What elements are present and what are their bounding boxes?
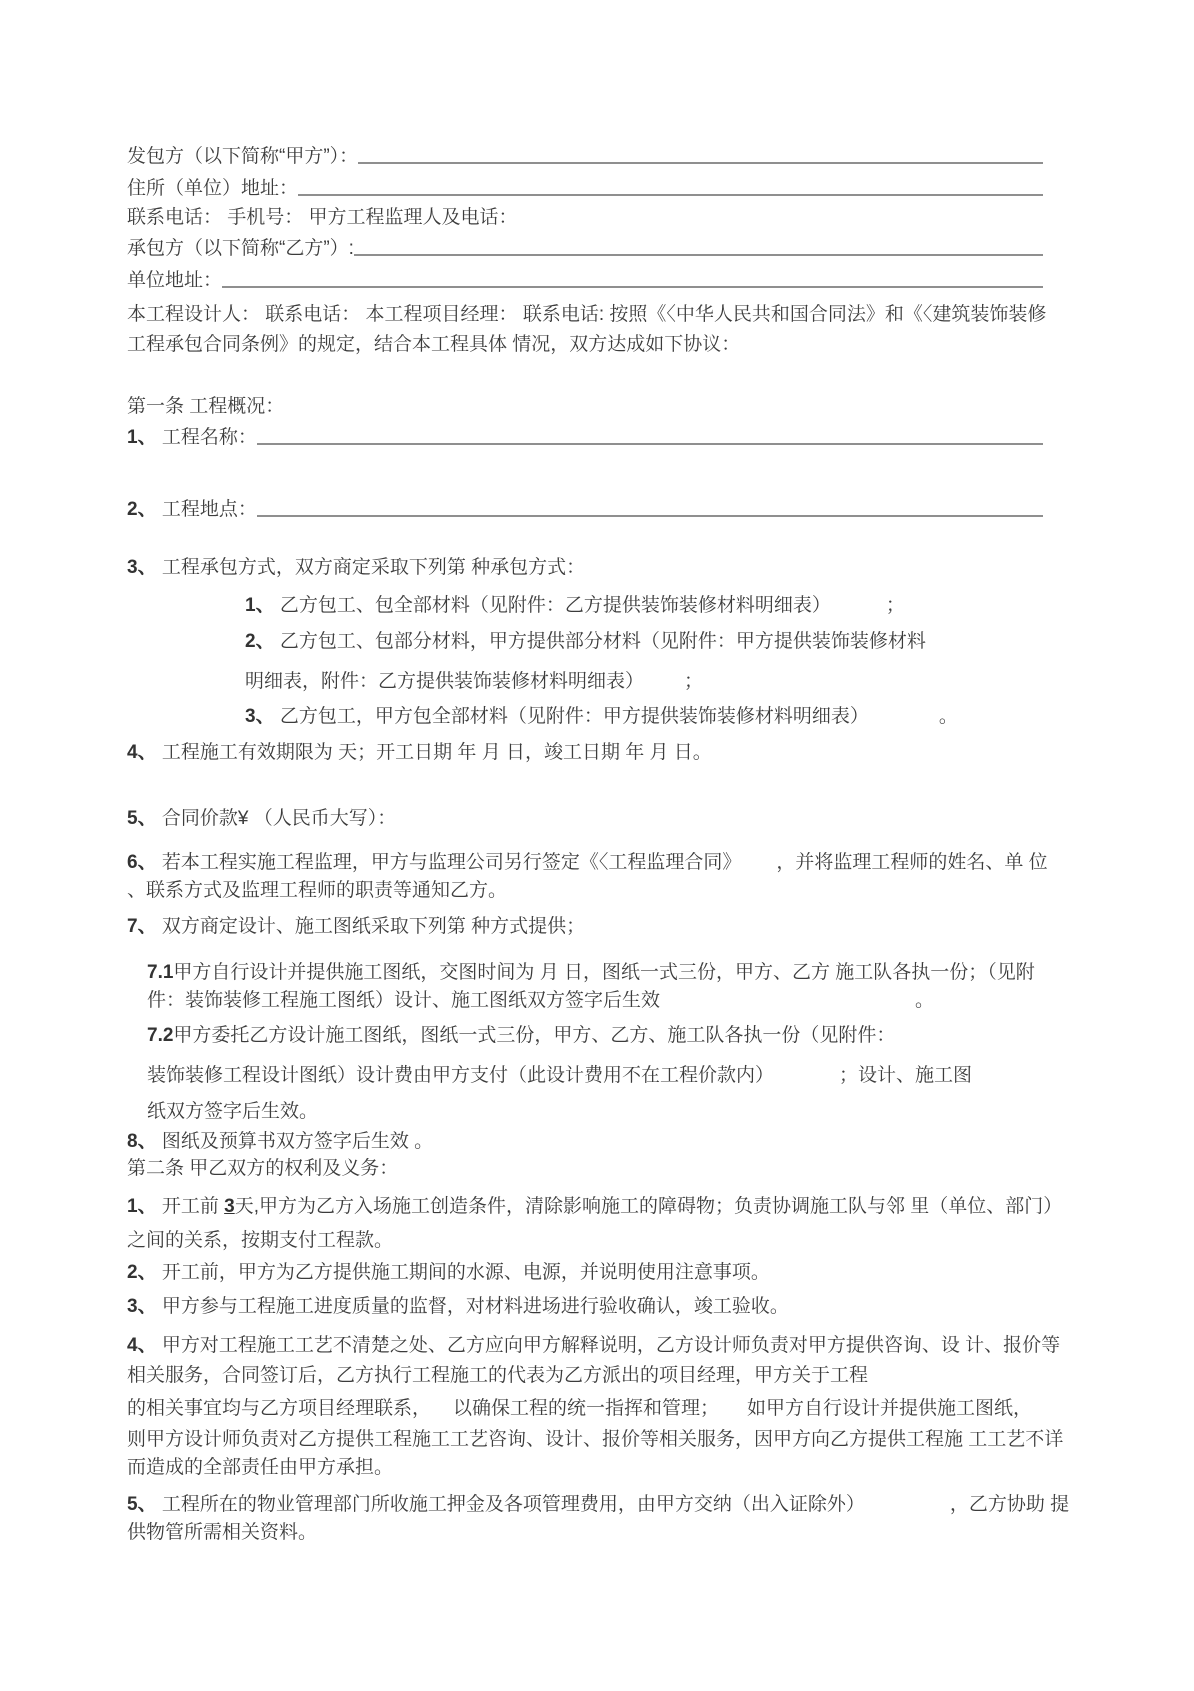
contract-body xyxy=(127,0,1089,1544)
text-segment: 件：装饰装修工程施工图纸）设计、施工图纸双方签字后生效 xyxy=(147,990,661,1011)
contract-line xyxy=(127,1262,1089,1284)
text-segment: 甲方委托乙方设计施工图纸，图纸一式三份，甲方、乙方、施工队各执一份（见附件： xyxy=(173,1025,896,1046)
text-segment: 装饰装修工程设计图纸）设计费由甲方支付（此设计费用不在工程价款内） xyxy=(147,1065,775,1086)
text-segment: 第一条 工程概况： xyxy=(127,396,285,417)
text-segment: ；设计、施工图 xyxy=(839,1065,973,1086)
contract-line xyxy=(127,808,1089,830)
text-segment: 乙方包工，甲方包全部材料（见附件：甲方提供装饰装修材料明细表） xyxy=(274,706,869,727)
text-segment: 5、 xyxy=(127,1494,157,1515)
contract-line xyxy=(127,706,1089,728)
contract-line xyxy=(127,146,1089,168)
text-segment: 4、 xyxy=(127,1335,157,1356)
blank-space xyxy=(774,1086,839,1087)
text-segment: 乙方包工、包全部材料（见附件：乙方提供装饰装修材料明细表） xyxy=(274,595,831,616)
blank-space xyxy=(865,1515,950,1516)
text-segment: 7.1 xyxy=(147,962,174,983)
contract-line xyxy=(127,1398,1089,1420)
text-segment: 乙方包工、包部分材料，甲方提供部分材料（见附件：甲方提供装饰装修材料 xyxy=(274,631,926,652)
text-segment: 工程地点： xyxy=(156,499,257,520)
text-segment: 。 xyxy=(915,990,935,1011)
text-segment: 双方商定设计、施工图纸采取下列第 种方式提供； xyxy=(156,916,586,937)
text-segment: 1、 xyxy=(127,1196,157,1217)
text-segment: 如甲方自行设计并提供施工图纸， xyxy=(747,1398,1033,1419)
text-segment: 开工前 xyxy=(156,1196,225,1217)
contract-line xyxy=(127,1296,1089,1318)
text-segment: 而造成的全部责任由甲方承担。 xyxy=(127,1457,394,1478)
text-segment: 3、 xyxy=(245,706,275,727)
contract-line xyxy=(127,1335,1089,1357)
contract-line xyxy=(127,207,1089,229)
text-segment: 工程所在的物业管理部门所收施工押金及各项管理费用，由甲方交纳（出入证除外） xyxy=(156,1494,865,1515)
text-segment: 3、 xyxy=(127,557,157,578)
text-segment: 3、 xyxy=(127,1296,157,1317)
contract-line xyxy=(127,1025,1089,1047)
blank-space xyxy=(831,616,886,617)
text-segment: 明细表，附件：乙方提供装饰装修材料明细表） xyxy=(245,671,645,692)
text-segment: 本工程设计人： 联系电话： 本工程项目经理： 联系电话: 按照《〈中华人民共和国合同法》和《〈建筑装饰装修 xyxy=(127,304,1047,325)
blank-space xyxy=(644,692,684,693)
blank-space xyxy=(431,1419,453,1420)
contract-line xyxy=(127,1101,1089,1123)
text-segment: 工程施工有效期限为 天；开工日期 年 月 日，竣工日期 年 月 日。 xyxy=(156,742,712,763)
contract-line xyxy=(127,852,1089,874)
blank-space xyxy=(660,1011,915,1012)
contract-line xyxy=(127,557,1089,579)
contract-line xyxy=(127,916,1089,938)
contract-line xyxy=(127,1365,1089,1387)
text-segment: ； xyxy=(684,671,704,692)
text-segment: 、联系方式及监理工程师的职责等通知乙方。 xyxy=(127,880,508,901)
contract-line xyxy=(127,499,1089,521)
text-segment: 工程承包合同条例》的规定，结合本工程具体 情况，双方达成如下协议： xyxy=(127,334,741,355)
contract-line xyxy=(127,270,1089,292)
text-segment: 甲方自行设计并提供施工图纸，交图时间为 月 日，图纸一式三份，甲方、乙方 施工队各执一份；（见附 xyxy=(173,962,1035,983)
text-segment: 若本工程实施工程监理，甲方与监理公司另行签定《〈工程监理合同》 xyxy=(156,852,742,873)
text-segment: 7.2 xyxy=(147,1025,174,1046)
text-segment: 工程承包方式，双方商定采取下列第 种承包方式： xyxy=(156,557,586,578)
contract-line xyxy=(127,1131,1089,1153)
contract-line xyxy=(127,1457,1089,1479)
blank-space xyxy=(719,1419,747,1420)
contract-line xyxy=(127,334,1089,356)
blank-underline xyxy=(257,441,1043,445)
blank-underline xyxy=(298,192,1043,196)
text-segment: 甲方参与工程施工进度质量的监督，对材料进场进行验收确认，竣工验收。 xyxy=(156,1296,789,1317)
contract-line xyxy=(127,1429,1089,1451)
text-segment: 2、 xyxy=(127,499,157,520)
text-segment: 工程名称： xyxy=(156,427,257,448)
text-segment: 天,甲方为乙方入场施工创造条件，清除影响施工的障碍物；负责协调施工队与邻 里（单位、部门） xyxy=(234,1196,1063,1217)
contract-line xyxy=(127,671,1089,693)
contract-line xyxy=(127,880,1089,902)
text-segment: 5、 xyxy=(127,808,157,829)
text-segment: 则甲方设计师负责对乙方提供工程施工工艺咨询、设计、报价等相关服务，因甲方向乙方提供工程施 工工艺不详 xyxy=(127,1429,1064,1450)
text-segment: 2、 xyxy=(245,631,275,652)
text-segment: 发包方（以下简称“甲方”）： xyxy=(127,146,359,167)
text-segment: 之间的关系，按期支付工程款。 xyxy=(127,1230,394,1251)
text-segment: 1、 xyxy=(245,595,275,616)
blank-space xyxy=(869,727,939,728)
text-segment: 单位地址： xyxy=(127,270,223,291)
contract-line xyxy=(127,304,1089,326)
contract-line xyxy=(127,1065,1089,1087)
text-segment: ，并将监理工程师的姓名、单 位 xyxy=(776,852,1048,873)
blank-underline xyxy=(354,252,1043,256)
text-segment: ； xyxy=(885,595,905,616)
text-segment: 以确保工程的统一指挥和管理； xyxy=(453,1398,720,1419)
contract-line xyxy=(127,1158,1089,1180)
blank-underline xyxy=(358,160,1043,164)
text-segment: 纸双方签字后生效。 xyxy=(147,1101,319,1122)
contract-line xyxy=(127,1522,1089,1544)
contract-line xyxy=(127,1230,1089,1252)
text-segment: 第二条 甲乙双方的权利及义务： xyxy=(127,1158,399,1179)
text-segment: 承包方（以下简称“乙方”）: xyxy=(127,238,354,259)
contract-line xyxy=(127,396,1089,418)
contract-line xyxy=(127,1494,1089,1516)
text-segment: 1、 xyxy=(127,427,157,448)
text-segment: 7、 xyxy=(127,916,157,937)
contract-line xyxy=(127,238,1089,260)
text-segment: 图纸及预算书双方签字后生效 。 xyxy=(156,1131,434,1152)
contract-line xyxy=(127,595,1089,617)
text-segment: ，乙方协助 提 xyxy=(949,1494,1070,1515)
text-segment: 联系电话： 手机号： 甲方工程监理人及电话： xyxy=(127,207,518,228)
text-segment: 甲方对工程施工工艺不清楚之处、乙方应向甲方解释说明，乙方设计师负责对甲方提供咨询、设 计、报价等 xyxy=(156,1335,1061,1356)
text-segment: 住所（单位）地址： xyxy=(127,178,299,199)
text-segment: 。 xyxy=(938,706,958,727)
blank-underline xyxy=(257,513,1043,517)
text-segment: 供物管所需相关资料。 xyxy=(127,1522,318,1543)
text-segment: 8、 xyxy=(127,1131,157,1152)
contract-line xyxy=(127,427,1089,449)
contract-line xyxy=(127,990,1089,1012)
text-segment: 6、 xyxy=(127,852,157,873)
contract-line xyxy=(127,631,1089,653)
text-segment: 开工前，甲方为乙方提供施工期间的水源、电源，并说明使用注意事项。 xyxy=(156,1262,770,1283)
blank-underline xyxy=(222,284,1043,288)
text-segment: 4、 xyxy=(127,742,157,763)
text-segment: 的相关事宜均与乙方项目经理联系， xyxy=(127,1398,432,1419)
blank-space xyxy=(741,873,776,874)
contract-line xyxy=(127,962,1089,984)
contract-line xyxy=(127,1196,1089,1218)
contract-line xyxy=(127,178,1089,200)
text-segment: 2、 xyxy=(127,1262,157,1283)
text-segment: 相关服务，合同签订后，乙方执行工程施工的代表为乙方派出的项目经理，甲方关于工程 xyxy=(127,1365,869,1386)
contract-line xyxy=(127,742,1089,764)
text-segment: 合同价款¥ （人民币大写）： xyxy=(156,808,397,829)
text-segment: 3 xyxy=(224,1196,235,1217)
